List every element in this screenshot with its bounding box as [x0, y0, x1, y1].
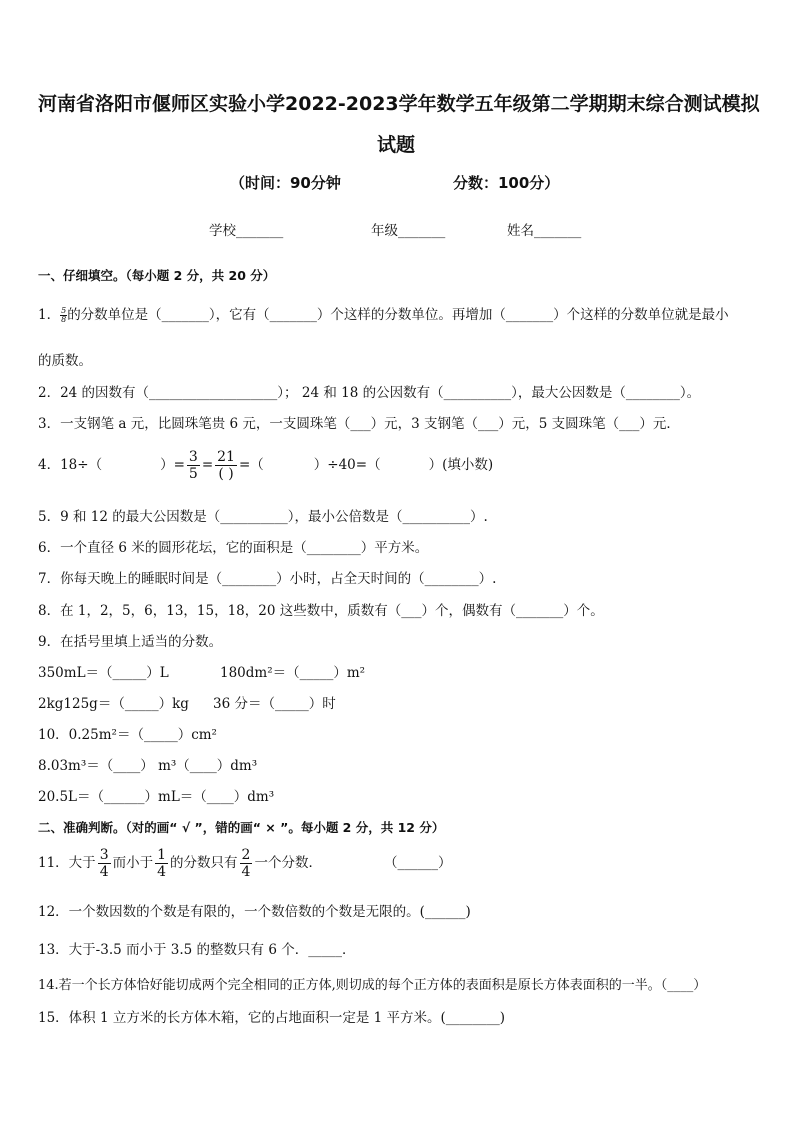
q11-f3-numerator: 2 — [241, 847, 251, 863]
question-9c: 2kg125g＝（_____）kg — [38, 696, 189, 712]
q11-answer-blank: （______） — [383, 854, 452, 871]
name-label: 姓名 — [507, 223, 534, 239]
q4-part-a: 4．18÷（ — [38, 456, 103, 473]
q4-f2-numerator: 21 — [217, 449, 235, 465]
q4-part-d: ）÷40=（ — [313, 456, 381, 473]
q4-equals: = — [201, 456, 214, 473]
question-5: 5．9 和 12 的最大公因数是（__________），最小公倍数是（__________）. — [38, 509, 488, 525]
question-1-continued: 的质数。 — [38, 353, 92, 369]
q11-f1-numerator: 3 — [99, 847, 109, 863]
question-9: 9．在括号里填上适当的分数。 — [38, 634, 223, 650]
question-10b: 8.03m³＝（____） m³（____）dm³ — [38, 758, 258, 774]
question-9a: 350mL＝（_____）L — [38, 665, 169, 681]
q11-fraction-1 — [98, 848, 111, 879]
time-label: （时间：90分钟 — [230, 174, 341, 192]
question-13: 13．大于-3.5 而小于 3.5 的整数只有 6 个．_____． — [38, 942, 356, 958]
q4-part-c: =（ — [238, 456, 264, 473]
q1-text: 的分数单位是（_______），它有（_______）个这样的分数单位。再增加（_______）个这样的分数单位就是最小 — [67, 307, 729, 323]
question-9d: 36 分＝（_____）时 — [213, 696, 336, 712]
q11-part-c: 的分数只有 — [170, 854, 238, 871]
page-title-line2: 试题 — [377, 134, 416, 156]
q11-part-b: 而小于 — [112, 854, 154, 871]
question-7: 7．你每天晚上的睡眠时间是（________）小时，占全天时间的（________）. — [38, 571, 497, 587]
score-label: 分数：100分） — [453, 174, 560, 192]
section-2-heading: 二、准确判断。（对的画“ √ ”，错的画“ × ”。每小题 2 分，共 12 分） — [38, 820, 445, 835]
q4-part-e: ）(填小数) — [428, 456, 494, 473]
name-field — [507, 225, 581, 239]
question-8: 8．在 1，2，5，6，13，15，18，20 这些数中，质数有（___）个，偶数有（_______）个。 — [38, 603, 604, 619]
question-4 — [38, 450, 493, 481]
q1-fraction-denominator: 8 — [61, 315, 67, 324]
page-title-line1: 河南省洛阳市偃师区实验小学2022-2023学年数学五年级第二学期期末综合测试模拟 — [38, 93, 760, 115]
grade-label: 年级 — [371, 223, 398, 239]
q11-f2-denominator: 4 — [157, 864, 167, 880]
q4-f1-denominator: 5 — [188, 466, 198, 482]
question-9b: 180dm²＝（_____）m² — [220, 665, 366, 681]
question-10c: 20.5L＝（______）mL＝（____）dm³ — [38, 789, 275, 805]
q11-f1-denominator: 4 — [99, 864, 109, 880]
school-field — [209, 225, 283, 239]
q1-number: 1． — [38, 307, 61, 323]
question-15: 15．体积 1 立方米的长方体木箱，它的占地面积一定是 1 平方米。(________) — [38, 1010, 506, 1026]
question-6: 6．一个直径 6 米的圆形花坛，它的面积是（________）平方米。 — [38, 540, 429, 556]
q4-f1-numerator: 3 — [188, 449, 198, 465]
q11-f2-numerator: 1 — [157, 847, 167, 863]
question-3: 3．一支钢笔 a 元，比圆珠笔贵 6 元，一支圆珠笔（___）元，3 支钢笔（___）元，5 支圆珠笔（___）元． — [38, 416, 680, 432]
q4-fraction-2 — [215, 450, 237, 481]
question-1 — [38, 307, 729, 324]
question-11 — [38, 848, 451, 879]
name-blank: _______ — [534, 223, 582, 239]
q4-part-b: ）= — [160, 456, 185, 473]
school-label: 学校 — [209, 223, 236, 239]
q1-fraction-numerator: 5 — [61, 306, 67, 315]
q4-f2-denominator: ( ) — [218, 466, 234, 482]
question-12: 12．一个数因数的个数是有限的，一个数倍数的个数是无限的。(______) — [38, 904, 471, 920]
q4-fraction-1 — [187, 450, 200, 481]
q11-part-d: 一个分数． — [254, 854, 322, 871]
grade-blank: _______ — [398, 223, 446, 239]
q11-fraction-3 — [240, 848, 253, 879]
section-1-heading: 一、仔细填空。（每小题 2 分，共 20 分） — [38, 268, 276, 283]
q11-part-a: 11．大于 — [38, 854, 96, 871]
q11-f3-denominator: 4 — [241, 864, 251, 880]
q11-fraction-2 — [155, 848, 168, 879]
grade-field — [371, 225, 445, 239]
question-2: 2．24 的因数有（___________________）； 24 和 18 的公因数有（__________），最大公因数是（________）。 — [38, 385, 701, 401]
question-10: 10．0.25m²＝（_____）cm² — [38, 727, 217, 743]
question-14: 14.若一个长方体恰好能切成两个完全相同的正方体,则切成的每个正方体的表面积是原长方体表面积的一半。（____） — [38, 978, 707, 993]
school-blank: _______ — [236, 223, 284, 239]
